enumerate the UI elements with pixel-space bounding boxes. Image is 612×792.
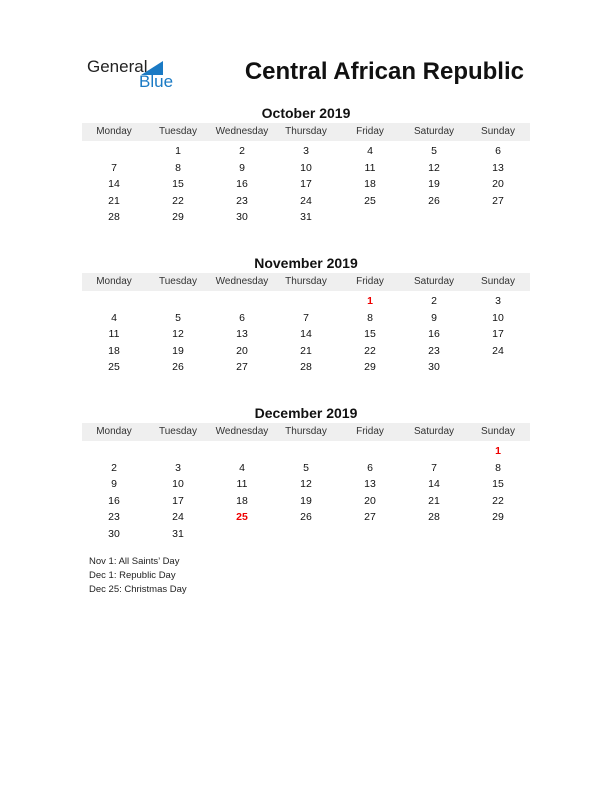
day-cell: 5 (431, 145, 437, 157)
day-cell: 27 (236, 361, 248, 374)
day-cell: 5 (303, 461, 309, 474)
day-cell (210, 526, 274, 543)
weekday-header (82, 273, 530, 291)
day-cell: 29 (364, 361, 376, 374)
day-cell: 12 (172, 328, 184, 341)
day-cell: 23 (108, 511, 120, 524)
week-row (82, 209, 530, 226)
day-cell: 15 (492, 478, 504, 491)
month-calendar (82, 104, 530, 226)
holiday-note: Dec 25: Christmas Day (89, 584, 187, 595)
day-cell: 16 (236, 178, 248, 191)
day-cell: 10 (492, 311, 504, 324)
day-cell: 16 (428, 328, 440, 341)
day-cell (82, 143, 146, 160)
day-cell (402, 443, 466, 460)
day-cell: 13 (364, 478, 376, 491)
logo-text-general: General (87, 57, 148, 76)
day-cell: 20 (236, 344, 248, 357)
day-cell: 31 (172, 527, 184, 540)
weekday-label: Sunday (481, 426, 515, 437)
day-cell: 26 (172, 361, 184, 374)
week-row (82, 343, 530, 360)
holiday-notes (89, 555, 187, 597)
day-cell: 12 (428, 161, 440, 174)
day-cell: 5 (175, 311, 181, 324)
weekday-header (82, 423, 530, 441)
day-cell (466, 526, 530, 543)
day-cell: 14 (428, 478, 440, 491)
week-row (82, 493, 530, 510)
day-cell: 25 (364, 194, 376, 207)
weekday-label: Tuesday (159, 126, 197, 137)
day-cell: 3 (175, 461, 181, 474)
day-cell: 23 (428, 344, 440, 357)
day-cell: 27 (364, 511, 376, 524)
logo-text-blue: Blue (139, 72, 174, 91)
day-cell: 24 (300, 194, 312, 207)
day-cell: 22 (364, 344, 376, 357)
day-cell (274, 526, 338, 543)
day-cell: 8 (495, 461, 501, 474)
day-cell: 15 (364, 328, 376, 341)
day-cell: 30 (236, 211, 248, 224)
day-cell (466, 359, 530, 376)
day-cell: 9 (239, 161, 245, 174)
day-cell: 3 (495, 295, 501, 307)
day-cell (82, 443, 146, 460)
day-cell: 21 (300, 344, 312, 357)
day-cell: 27 (492, 194, 504, 207)
day-cell: 19 (300, 494, 312, 507)
day-cell: 4 (111, 311, 117, 324)
week-row (82, 160, 530, 177)
weekday-label: Wednesday (215, 426, 269, 437)
day-cell: 11 (236, 478, 248, 491)
day-cell: 26 (428, 194, 440, 207)
day-cell: 2 (431, 295, 437, 307)
weekday-label: Saturday (413, 126, 455, 137)
day-cell: 8 (175, 161, 181, 174)
day-cell: 16 (108, 494, 120, 507)
day-cell: 2 (111, 461, 117, 474)
day-cell (338, 443, 402, 460)
week-row (82, 326, 530, 343)
day-cell (146, 293, 210, 310)
day-cell (274, 443, 338, 460)
month-calendar (82, 254, 530, 376)
day-cell: 20 (364, 494, 376, 507)
day-cell (274, 293, 338, 310)
weekday-label: Friday (356, 276, 384, 287)
week-row (82, 460, 530, 477)
weekday-label: Wednesday (215, 126, 269, 137)
day-cell: 4 (239, 461, 245, 474)
weekday-label: Monday (96, 426, 132, 437)
day-cell: 29 (172, 211, 184, 224)
day-cell (210, 443, 274, 460)
day-cell: 18 (236, 494, 248, 507)
day-cell: 22 (492, 494, 504, 507)
day-cell: 18 (364, 178, 376, 191)
day-cell: 7 (111, 161, 117, 174)
weekday-label: Saturday (413, 426, 455, 437)
weekday-label: Tuesday (159, 426, 197, 437)
day-cell: 23 (236, 194, 248, 207)
day-cell: 15 (172, 178, 184, 191)
day-cell: 26 (300, 511, 312, 524)
day-cell: 8 (367, 311, 373, 324)
day-cell: 29 (492, 511, 504, 524)
day-cell: 17 (492, 328, 504, 341)
day-cell: 13 (236, 328, 248, 341)
page-title: Central African Republic (244, 58, 524, 85)
week-row (82, 359, 530, 376)
day-cell: 4 (367, 145, 373, 157)
weekday-label: Thursday (285, 126, 327, 137)
day-cell: 30 (428, 361, 440, 374)
day-cell: 24 (492, 344, 504, 357)
day-cell: 17 (172, 494, 184, 507)
day-cell: 2 (239, 145, 245, 157)
month-title: November 2019 (254, 255, 358, 271)
day-cell (466, 209, 530, 226)
day-cell: 22 (172, 194, 184, 207)
day-cell (82, 293, 146, 310)
week-row (82, 509, 530, 526)
week-row (82, 443, 530, 460)
holiday-note: Nov 1: All Saints’ Day (89, 556, 180, 567)
weekday-label: Thursday (285, 426, 327, 437)
day-cell: 7 (303, 311, 309, 324)
day-cell: 18 (108, 344, 120, 357)
day-cell: 19 (172, 344, 184, 357)
day-cell: 21 (428, 494, 440, 507)
day-cell: 6 (239, 311, 245, 324)
day-cell: 6 (367, 461, 373, 474)
day-cell (146, 443, 210, 460)
week-row (82, 193, 530, 210)
day-cell: 7 (431, 461, 437, 474)
weekday-label: Sunday (481, 126, 515, 137)
week-row (82, 476, 530, 493)
day-cell: 14 (108, 178, 120, 191)
day-cell: 28 (108, 211, 120, 224)
holiday-note: Dec 1: Republic Day (89, 570, 176, 581)
week-row (82, 143, 530, 160)
day-cell: 11 (364, 161, 376, 174)
day-cell: 12 (300, 478, 312, 491)
weekday-label: Friday (356, 426, 384, 437)
month-title: October 2019 (261, 105, 351, 121)
day-cell (338, 209, 402, 226)
day-cell (402, 526, 466, 543)
weekday-label: Tuesday (159, 276, 197, 287)
day-cell: 3 (303, 145, 309, 157)
day-cell: 10 (172, 478, 184, 491)
weekday-label: Monday (96, 276, 132, 287)
day-cell: 20 (492, 178, 504, 191)
day-cell: 28 (300, 361, 312, 374)
day-cell: 1 (175, 145, 181, 157)
day-cell (338, 526, 402, 543)
day-cell: 10 (300, 161, 312, 174)
day-cell: 9 (111, 478, 117, 491)
day-cell: 24 (172, 511, 184, 524)
week-row (82, 176, 530, 193)
day-cell: 30 (108, 527, 120, 540)
holiday-day-cell: 25 (236, 511, 248, 524)
weekday-label: Thursday (285, 276, 327, 287)
day-cell: 31 (300, 211, 312, 224)
weekday-label: Friday (356, 126, 384, 137)
day-cell: 21 (108, 194, 120, 207)
day-cell: 19 (428, 178, 440, 191)
day-cell: 25 (108, 361, 120, 374)
day-cell: 14 (300, 328, 312, 341)
day-cell: 9 (431, 311, 437, 324)
holiday-day-cell: 1 (367, 295, 373, 307)
week-row (82, 293, 530, 310)
weekday-label: Saturday (413, 276, 455, 287)
weekday-header (82, 123, 530, 141)
weekday-label: Wednesday (215, 276, 269, 287)
month-title: December 2019 (254, 405, 358, 421)
day-cell: 6 (495, 145, 501, 157)
week-row (82, 310, 530, 327)
day-cell: 11 (108, 328, 120, 341)
month-calendar (82, 404, 530, 543)
holiday-day-cell: 1 (495, 445, 501, 457)
day-cell: 28 (428, 511, 440, 524)
weekday-label: Sunday (481, 276, 515, 287)
day-cell: 13 (492, 161, 504, 174)
week-row (82, 526, 530, 543)
day-cell (210, 293, 274, 310)
generalblue-logo (87, 57, 187, 93)
weekday-label: Monday (96, 126, 132, 137)
day-cell: 17 (300, 178, 312, 191)
day-cell (402, 209, 466, 226)
